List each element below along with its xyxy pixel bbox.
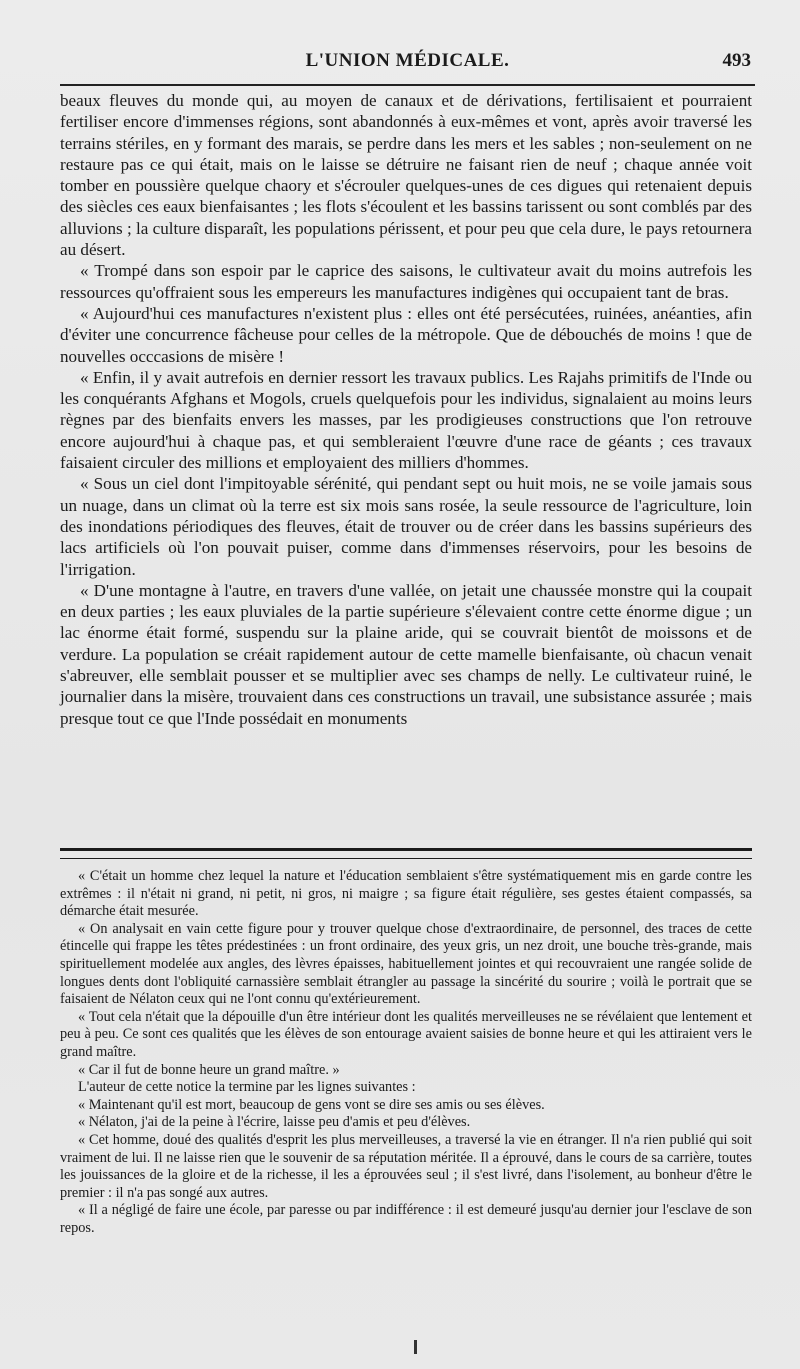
footnote-paragraph: « Cet homme, doué des qualités d'esprit les plus merveilleuses, a traversé la vie en étranger. Il n'a rien publié qui soit vraiment de lui. Il ne laisse rien que le souvenir de sa réputation méritée. Il a éprouvé, dans le cours de sa carrière, toutes les jouissances de la gloire et de la richesse, il les a éprouvées seul ; il s'est livré, dans l'isolement, au bonheur d'être le premier : il n'a pas songé aux autres. xyxy=(60,1131,752,1201)
paragraph: « D'une montagne à l'autre, en travers d'une vallée, on jetait une chaussée monstre qui la coupait en deux parties ; les eaux pluviales de la partie supérieure s'élevaient contre cette énorme digue ; un lac énorme était formé, suspendu sur la plaine aride, qui se couvrait bientôt de moissons et de verdure. La population se créait rapidement autour de cette mamelle bienfaisante, où chacun venait s'abreuver, elle semblait pousser et se multiplier avec ses champs de nelly. Le cultivateur ruiné, le journalier dans la misère, trouvaient dans ces constructions un travail, une subsistance assurée ; mais presque tout ce que l'Inde possédait en monuments xyxy=(60,580,752,728)
footnote-paragraph: « Car il fut de bonne heure un grand maître. » xyxy=(78,1061,340,1078)
journal-title: L'UNION MÉDICALE. xyxy=(305,50,510,71)
header-rule xyxy=(60,84,755,86)
page-number: 493 xyxy=(722,50,751,71)
main-text xyxy=(60,90,752,840)
footnote-paragraph: L'auteur de cette notice la termine par les lignes suivantes : xyxy=(78,1079,416,1096)
paragraph: « Trompé dans son espoir par le caprice des saisons, le cultivateur avait du moins autrefois les ressources qu'offraient sous les empereurs les manufactures indigènes qui occupaient tant de bras. xyxy=(60,261,752,302)
footnote-paragraph: « Tout cela n'était que la dépouille d'un être intérieur dont les qualités merveilleuses ne se révélaient que lentement et peu à peu. Ce sont ces qualités que les élèves de son entourage avaient saisies de bonne heure et qui les attiraient vers le grand maître. xyxy=(60,1008,752,1060)
footnote-paragraph: « Maintenant qu'il est mort, beaucoup de gens vont se dire ses amis ou ses élèves. xyxy=(78,1096,545,1113)
paragraph: « Aujourd'hui ces manufactures n'existent plus : elles ont été persécutées, ruinées, anéanties, afin d'éviter une concurrence fâcheuse pour celles de la métropole. Que de débouchés de moins ! que de nouvelles occcasions de misère ! xyxy=(60,303,752,366)
footnote-paragraph: « C'était un homme chez lequel la nature et l'éducation semblaient s'être systématiquement mis en garde contre les extrêmes : il n'était ni grand, ni petit, ni gros, ni maigre ; sa figure était régulière, ses gestes étaient compassés, sa démarche était mesurée. xyxy=(60,868,752,920)
footnote-paragraph: « Nélaton, j'ai de la peine à l'écrire, laisse peu d'amis et peu d'élèves. xyxy=(78,1114,471,1131)
footnote-rule xyxy=(60,848,752,859)
running-header xyxy=(60,48,755,80)
paragraph: « Sous un ciel dont l'impitoyable sérénité, qui pendant sept ou huit mois, ne se voile jamais sous un nuage, dans un climat où la terre est six mois sans rosée, la seule ressource de l'agriculture, loin des inondations périodiques des fleuves, était de trouver ou de créer dans les bassins supérieurs des lacs artificiels où l'on pouvait puiser, comme dans d'immenses réservoirs, pour les besoins de l'irrigation. xyxy=(60,474,752,579)
footnote-paragraph: « Il a négligé de faire une école, par paresse ou par indifférence : il est demeuré jusqu'au dernier jour l'esclave de son repos. xyxy=(60,1202,752,1236)
print-mark xyxy=(414,1340,417,1354)
footnote xyxy=(60,868,752,1328)
paragraph: « Enfin, il y avait autrefois en dernier ressort les travaux publics. Les Rajahs primitifs de l'Inde ou les conquérants Afghans et Mogols, cruels quelquefois pour les individus, signalaient au moins leurs règnes par des bienfaits envers les masses, par les prodigieuses constructions que l'on retrouve encore aujourd'hui à chaque pas, et qui sembleraient l'œuvre d'une race de géants ; ces travaux faisaient circuler des millions et employaient des milliers d'hommes. xyxy=(60,367,752,473)
footnote-paragraph: « On analysait en vain cette figure pour y trouver quelque chose d'extraordinaire, de personnel, des traces de cette étincelle qui frappe les têtes prédestinées : un front ordinaire, des yeux gris, un nez droit, une bouche très-grande, mais spirituellement modelée aux angles, des lèvres épaisses, habituellement jointes et qui recouvraient une rangée solide de longues dents dont l'obliquité carnassière semblait étrangler au passage la sincérité du sourire ; voilà le portrait que se faisaient de Nélaton ceux qui ne l'ont connu qu'extérieurement. xyxy=(60,920,752,1008)
paragraph: beaux fleuves du monde qui, au moyen de canaux et de dérivations, fertilisaient et pourraient fertiliser encore d'immenses régions, sont abandonnés à eux-mêmes et vont, après avoir traversé les terrains stériles, en y formant des marais, se perdre dans les mers et les sables ; non-seulement on ne restaure pas ce qui était, mais on le laisse se détruire ne faisant rien de neuf ; chaque année voit tomber en poussière quelque chaory et s'écrouler quelques-unes de ces digues qui retenaient depuis des siècles ces eaux bienfaisantes ; les flots s'écoulent et les bassins tarissent ou sont comblés par des alluvions ; la culture disparaît, les populations périssent, et pour peu que cela dure, le pays retournera au désert. xyxy=(60,91,752,260)
